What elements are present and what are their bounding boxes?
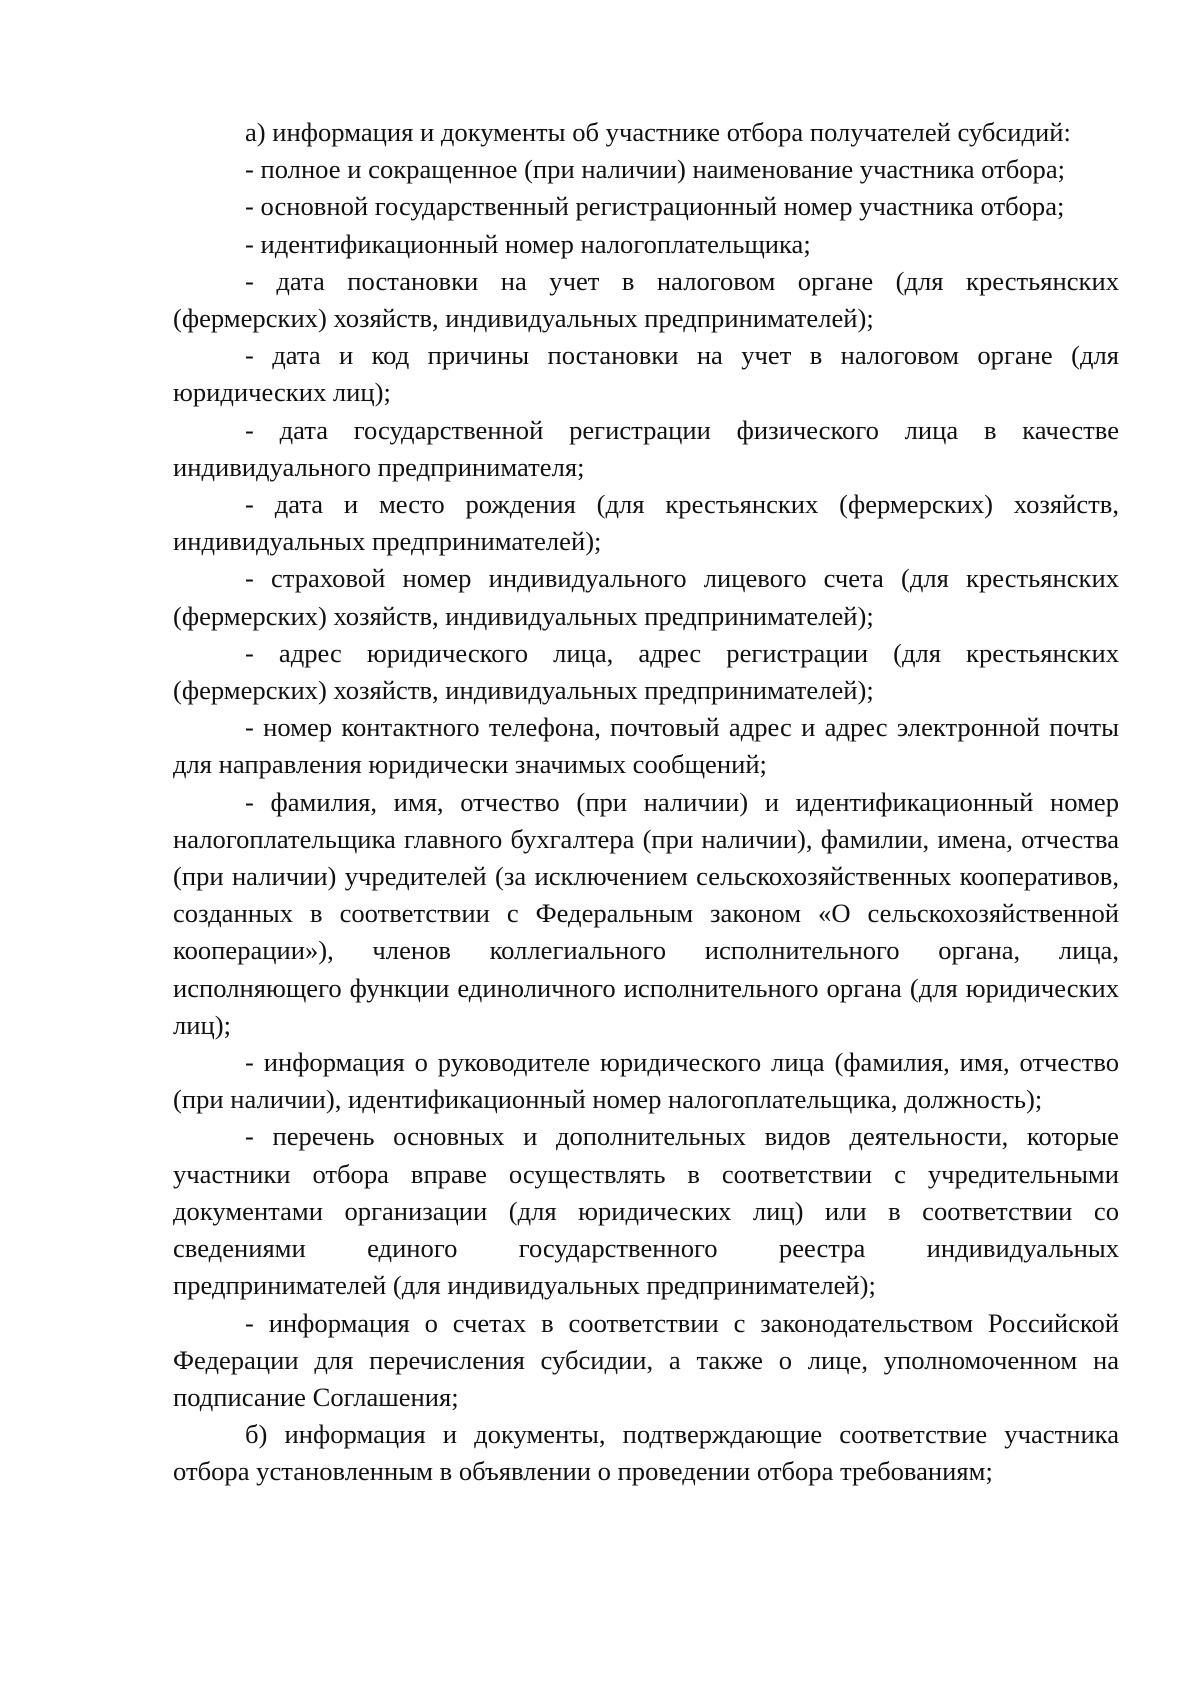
- list-item-activities: - перечень основных и дополнительных видов деятельности, которые участники отбора вправе осуществлять в соответствии с учредительными документами организации (для юридических лиц) или в соответствии со сведениями единого государственного реестра индивидуальных предпринимателей (для индивидуальных предпринимателей);: [173, 1121, 1119, 1301]
- list-item-birth-date-place: - дата и место рождения (для крестьянских (фермерских) хозяйств, индивидуальных предпринимателей);: [173, 489, 1119, 557]
- list-item-head-info: - информация о руководителе юридического лица (фамилия, имя, отчество (при наличии), идентификационный номер налогоплательщика, должность);: [173, 1047, 1119, 1115]
- list-item-full-name: - полное и сокращенное (при наличии) наименование участника отбора;: [245, 154, 1066, 185]
- list-item-address: - адрес юридического лица, адрес регистрации (для крестьянских (фермерских) хозяйств, индивидуальных предпринимателей);: [173, 637, 1119, 706]
- list-item-bank-accounts: - информация о счетах в соответствии с законодательством Российской Федерации для перечисления субсидии, а также о лице, уполномоченном на подписание Соглашения;: [173, 1307, 1119, 1412]
- list-item-ip-registration-date: - дата государственной регистрации физического лица в качестве индивидуального предпринимателя;: [173, 414, 1119, 482]
- list-item-ogrn: - основной государственный регистрационный номер участника отбора;: [245, 191, 1065, 222]
- paragraph-a-intro: а) информация и документы об участнике отбора получателей субсидий:: [245, 117, 1071, 147]
- list-item-snils: - страховой номер индивидуального лицевого счета (для крестьянских (фермерских) хозяйств, индивидуальных предпринимателей);: [173, 563, 1119, 631]
- list-item-tax-registration-date: - дата постановки на учет в налоговом органе (для крестьянских (фермерских) хозяйств, индивидуальных предпринимателей);: [173, 265, 1119, 334]
- document-body: [173, 114, 1119, 1491]
- list-item-accountant-founders: - фамилия, имя, отчество (при наличии) и идентификационный номер налогоплательщика главного бухгалтера (при наличии), фамилии, имена, отчества (при наличии) учредителей (за исключением сельскохозяйственных кооперативов, созданных в соответствии с Федеральным законом «О сельскохозяйственной кооперации»), членов коллегиального исполнительного органа, лица, исполняющего функции единоличного исполнительного органа (для юридических лиц);: [173, 786, 1119, 1040]
- list-item-kpp: - дата и код причины постановки на учет в налоговом органе (для юридических лиц);: [173, 340, 1119, 408]
- list-item-contacts: - номер контактного телефона, почтовый адрес и адрес электронной почты для направления юридически значимых сообщений;: [173, 712, 1119, 780]
- list-item-inn: - идентификационный номер налогоплательщика;: [245, 228, 811, 259]
- paragraph-b-compliance: б) информация и документы, подтверждающие соответствие участника отбора установленным в объявлении о проведении отбора требованиям;: [173, 1419, 1119, 1487]
